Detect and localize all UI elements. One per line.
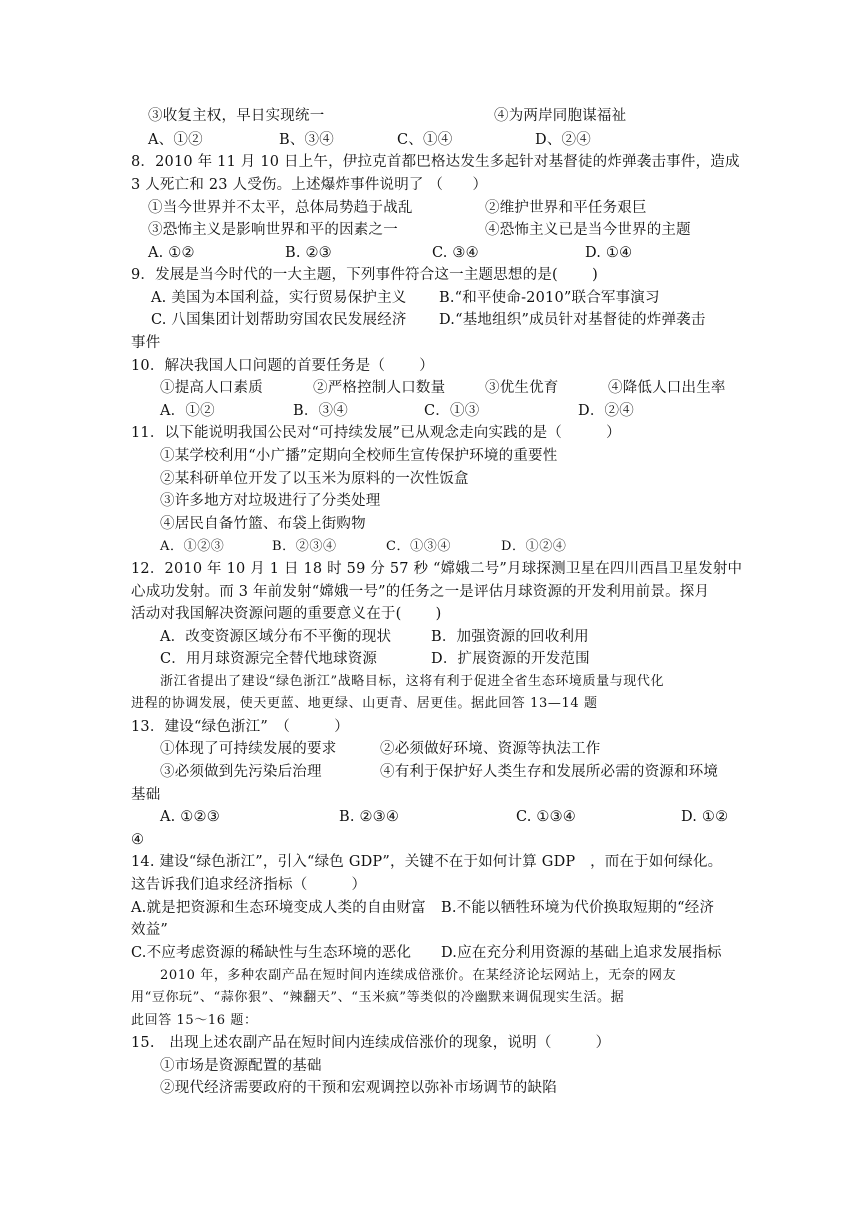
q11-option-1: ①某学校利用“小广播”定期向全校师生宣传保护环境的重要性 <box>160 448 558 464</box>
q8-option-4: ④恐怖主义已是当今世界的主题 <box>485 222 691 238</box>
q14-stem-line1: 14. 建设“绿色浙江”，引入“绿色 GDP”，关键不在于如何计算 GDP ，而在于如何绿化。 <box>131 854 723 870</box>
q13-option-4-cont: 基础 <box>131 787 161 803</box>
q12-choice-b: B．加强资源的回收利用 <box>431 629 589 645</box>
q13-choice-d: D. ①② <box>681 809 729 825</box>
q14-choice-b: B.不能以牺牲环境为代价换取短期的“经济 <box>441 900 715 916</box>
q15-stem: 15. 出现上述农副产品在短时间内连续成倍涨价的现象，说明（ ） <box>131 1035 611 1051</box>
q11-option-2: ②某科研单位开发了以玉米为原料的一次性饭盒 <box>160 471 469 487</box>
q7-option-3: ③收复主权，早日实现统一 <box>148 108 325 124</box>
q11-choice-d: D．①②④ <box>501 539 567 554</box>
q7-choice-a: A、①② <box>148 132 203 148</box>
q8-stem-line2: 3 人死亡和 23 人受伤。上述爆炸事件说明了 （ ） <box>131 177 488 193</box>
q7-choice-d: D、②④ <box>535 132 591 148</box>
q13-choice-a: A. ①②③ <box>160 809 220 825</box>
q12-stem-line2: 心成功发射。而 3 年前发射“嫦娥一号”的任务之一是评估月球资源的开发利用前景。探月 <box>131 584 710 600</box>
q9-choice-d-cont: 事件 <box>131 335 161 351</box>
q12-choice-d: D．扩展资源的开发范围 <box>431 651 590 667</box>
material-zhejiang-line1: 浙江省提出了建设“绿色浙江”战略目标，这将有利于促进全省生态环境质量与现代化 <box>160 674 665 689</box>
q14-stem-line2: 这告诉我们追求经济指标（ ） <box>131 877 367 893</box>
q8-stem-line1: 8．2010 年 11 月 10 日上午，伊拉克首都巴格达发生多起针对基督徒的炸弹袭击事件，造成 <box>131 154 740 170</box>
q7-choice-b: B、③④ <box>279 132 334 148</box>
material-prices-line3: 此回答 15～16 题： <box>131 1013 258 1028</box>
q8-choice-c: C. ③④ <box>432 245 479 261</box>
q14-choice-c: C.不应考虑资源的稀缺性与生态环境的恶化 <box>131 945 412 961</box>
q7-option-4: ④为两岸同胞谋福祉 <box>494 108 627 124</box>
q14-choice-a: A.就是把资源和生态环境变成人类的自由财富 <box>131 900 426 916</box>
q8-choice-b: B. ②③ <box>285 245 332 261</box>
q8-option-2: ②维护世界和平任务艰巨 <box>485 200 647 216</box>
q12-stem-line3: 活动对我国解决资源问题的重要意义在于( ) <box>131 606 442 622</box>
q9-choice-c: C. 八国集团计划帮助穷国农民发展经济 <box>151 312 407 328</box>
q10-option-1: ①提高人口素质 <box>160 380 263 396</box>
q10-choice-a: A．①② <box>160 403 215 419</box>
q10-choice-d: D．②④ <box>578 403 634 419</box>
q7-choice-c: C、①④ <box>397 132 453 148</box>
q13-option-1: ①体现了可持续发展的要求 <box>160 741 337 757</box>
q13-choice-c: C. ①③④ <box>516 809 576 825</box>
q11-stem: 11．以下能说明我国公民对“可持续发展”已从观念走向实践的是（ ） <box>131 425 621 441</box>
q14-choice-d: D.应在充分利用资源的基础上追求发展指标 <box>441 945 722 961</box>
q13-choice-d-cont: ④ <box>131 832 145 848</box>
q12-choice-c: C．用月球资源完全替代地球资源 <box>160 651 378 667</box>
q10-option-3: ③优生优育 <box>485 380 559 396</box>
q11-option-3: ③许多地方对垃圾进行了分类处理 <box>160 493 381 509</box>
q15-option-2: ②现代经济需要政府的干预和宏观调控以弥补市场调节的缺陷 <box>160 1080 557 1096</box>
material-prices-line1: 2010 年，多种农副产品在短时间内连续成倍涨价。在某经济论坛网站上，无奈的网友 <box>160 968 677 983</box>
q13-option-3: ③必须做到先污染后治理 <box>160 764 322 780</box>
q8-option-3: ③恐怖主义是影响世界和平的因素之一 <box>148 222 398 238</box>
q9-choice-b: B.“和平使命-2010”联合军事演习 <box>439 290 660 306</box>
q12-stem-line1: 12．2010 年 10 月 1 日 18 时 59 分 57 秒 “嫦娥二号”月球探测卫星在四川西昌卫星发射中 <box>131 561 743 577</box>
q11-choice-b: B．②③④ <box>272 539 337 554</box>
q9-stem: 9．发展是当今时代的一大主题，下列事件符合这一主题思想的是( ) <box>131 267 598 283</box>
q13-option-4: ④有利于保护好人类生存和发展所必需的资源和环境 <box>380 764 719 780</box>
q9-choice-a: A. 美国为本国利益，实行贸易保护主义 <box>151 290 407 306</box>
material-zhejiang-line2: 进程的协调发展，使天更蓝、地更绿、山更青、居更佳。据此回答 13—14 题 <box>131 696 598 711</box>
q11-option-4: ④居民自备竹篮、布袋上街购物 <box>160 516 366 532</box>
q10-option-4: ④降低人口出生率 <box>608 380 726 396</box>
q10-choice-c: C．①③ <box>424 403 480 419</box>
q13-choice-b: B. ②③④ <box>339 809 400 825</box>
q13-stem: 13．建设“绿色浙江” （ ） <box>131 719 349 735</box>
q8-option-1: ①当今世界并不太平，总体局势趋于战乱 <box>148 200 413 216</box>
q8-choice-d: D. ①④ <box>585 245 633 261</box>
q9-choice-d: D.“基地组织”成员针对基督徒的炸弹袭击 <box>439 312 706 328</box>
material-prices-line2: 用“豆你玩”、“蒜你狠”、“辣翻天”、“玉米疯”等类似的冷幽默来调侃现实生活。据 <box>131 990 625 1005</box>
q10-stem: 10．解决我国人口问题的首要任务是（ ） <box>131 358 434 374</box>
q8-choice-a: A. ①② <box>148 245 195 261</box>
q12-choice-a: A．改变资源区域分布不平衡的现状 <box>160 629 392 645</box>
q10-option-2: ②严格控制人口数量 <box>313 380 446 396</box>
q10-choice-b: B．③④ <box>293 403 348 419</box>
q14-choice-b-cont: 效益” <box>131 922 169 938</box>
q15-option-1: ①市场是资源配置的基础 <box>160 1058 322 1074</box>
q11-choice-a: A．①②③ <box>160 539 225 554</box>
q11-choice-c: C．①③④ <box>386 539 451 554</box>
q13-option-2: ②必须做好环境、资源等执法工作 <box>380 741 601 757</box>
